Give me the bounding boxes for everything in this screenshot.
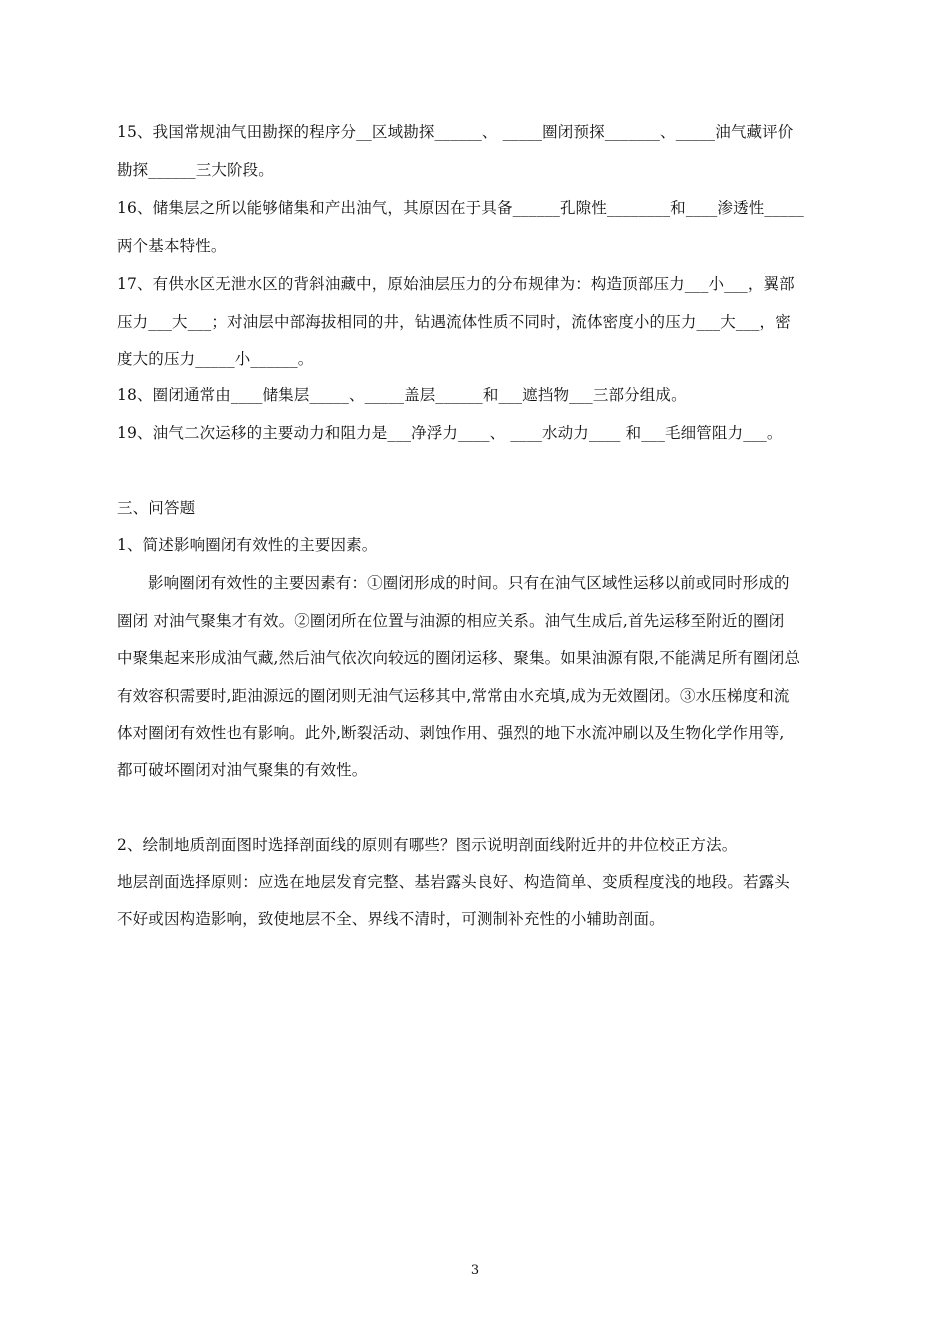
question-1-title: 1、简述影响圈闭有效性的主要因素。 <box>117 536 378 554</box>
answer-1-line-1: 影响圈闭有效性的主要因素有：①圈闭形成的时间。只有在油气区域性运移以前或同时形成的 <box>148 574 790 592</box>
section-heading: 三、问答题 <box>117 499 196 517</box>
q15-line-2: 勘探______三大阶段。 <box>117 161 274 179</box>
answer-1-line-3: 中聚集起来形成油气藏,然后油气依次向较远的圈闭运移、聚集。如果油源有限,不能满足所有圈闭总 <box>117 649 801 667</box>
q17-line-1: 17、有供水区无泄水区的背斜油藏中，原始油层压力的分布规律为：构造顶部压力___小___，翼部 <box>117 275 795 293</box>
q16-line-2: 两个基本特性。 <box>117 237 227 255</box>
question-2-title: 2、绘制地质剖面图时选择剖面线的原则有哪些？图示说明剖面线附近井的井位校正方法。 <box>117 836 738 854</box>
q16-line-1: 16、储集层之所以能够储集和产出油气，其原因在于具备______孔隙性________和____渗透性_____ <box>117 199 804 217</box>
answer-1-line-5: 体对圈闭有效性也有影响。此外,断裂活动、剥蚀作用、强烈的地下水流冲刷以及生物化学作用等, <box>117 724 785 742</box>
q17-line-3: 度大的压力_____小______。 <box>117 350 314 368</box>
answer-1-line-6: 都可破坏圈闭对油气聚集的有效性。 <box>117 761 368 779</box>
answer-1-line-4: 有效容积需要时,距油源远的圈闭则无油气运移其中,常常由水充填,成为无效圈闭。③水压梯度和流 <box>117 687 790 705</box>
answer-1-line-2: 圈闭 对油气聚集才有效。②圈闭所在位置与油源的相应关系。油气生成后,首先运移至附近的圈闭 <box>117 612 785 630</box>
q19-line-1: 19、油气二次运移的主要动力和阻力是___净浮力____、 ____水动力____ 和___毛细管阻力___。 <box>117 424 783 442</box>
answer-2-line-2: 不好或因构造影响，致使地层不全、界线不清时，可测制补充性的小辅助剖面。 <box>117 910 665 928</box>
q18-line-1: 18、圈闭通常由____储集层_____、_____盖层______和___遮挡物___三部分组成。 <box>117 386 687 404</box>
answer-2-line-1: 地层剖面选择原则：应选在地层发育完整、基岩露头良好、构造简单、变质程度浅的地段。若露头 <box>117 873 790 891</box>
q17-line-2: 压力___大___；对油层中部海拔相同的井，钻遇流体性质不同时，流体密度小的压力___大___，密 <box>117 313 791 331</box>
page-number: 3 <box>470 1263 480 1278</box>
q15-line-1: 15、我国常规油气田勘探的程序分__区域勘探______、 _____圈闭预探_______、_____油气藏评价 <box>117 123 794 141</box>
